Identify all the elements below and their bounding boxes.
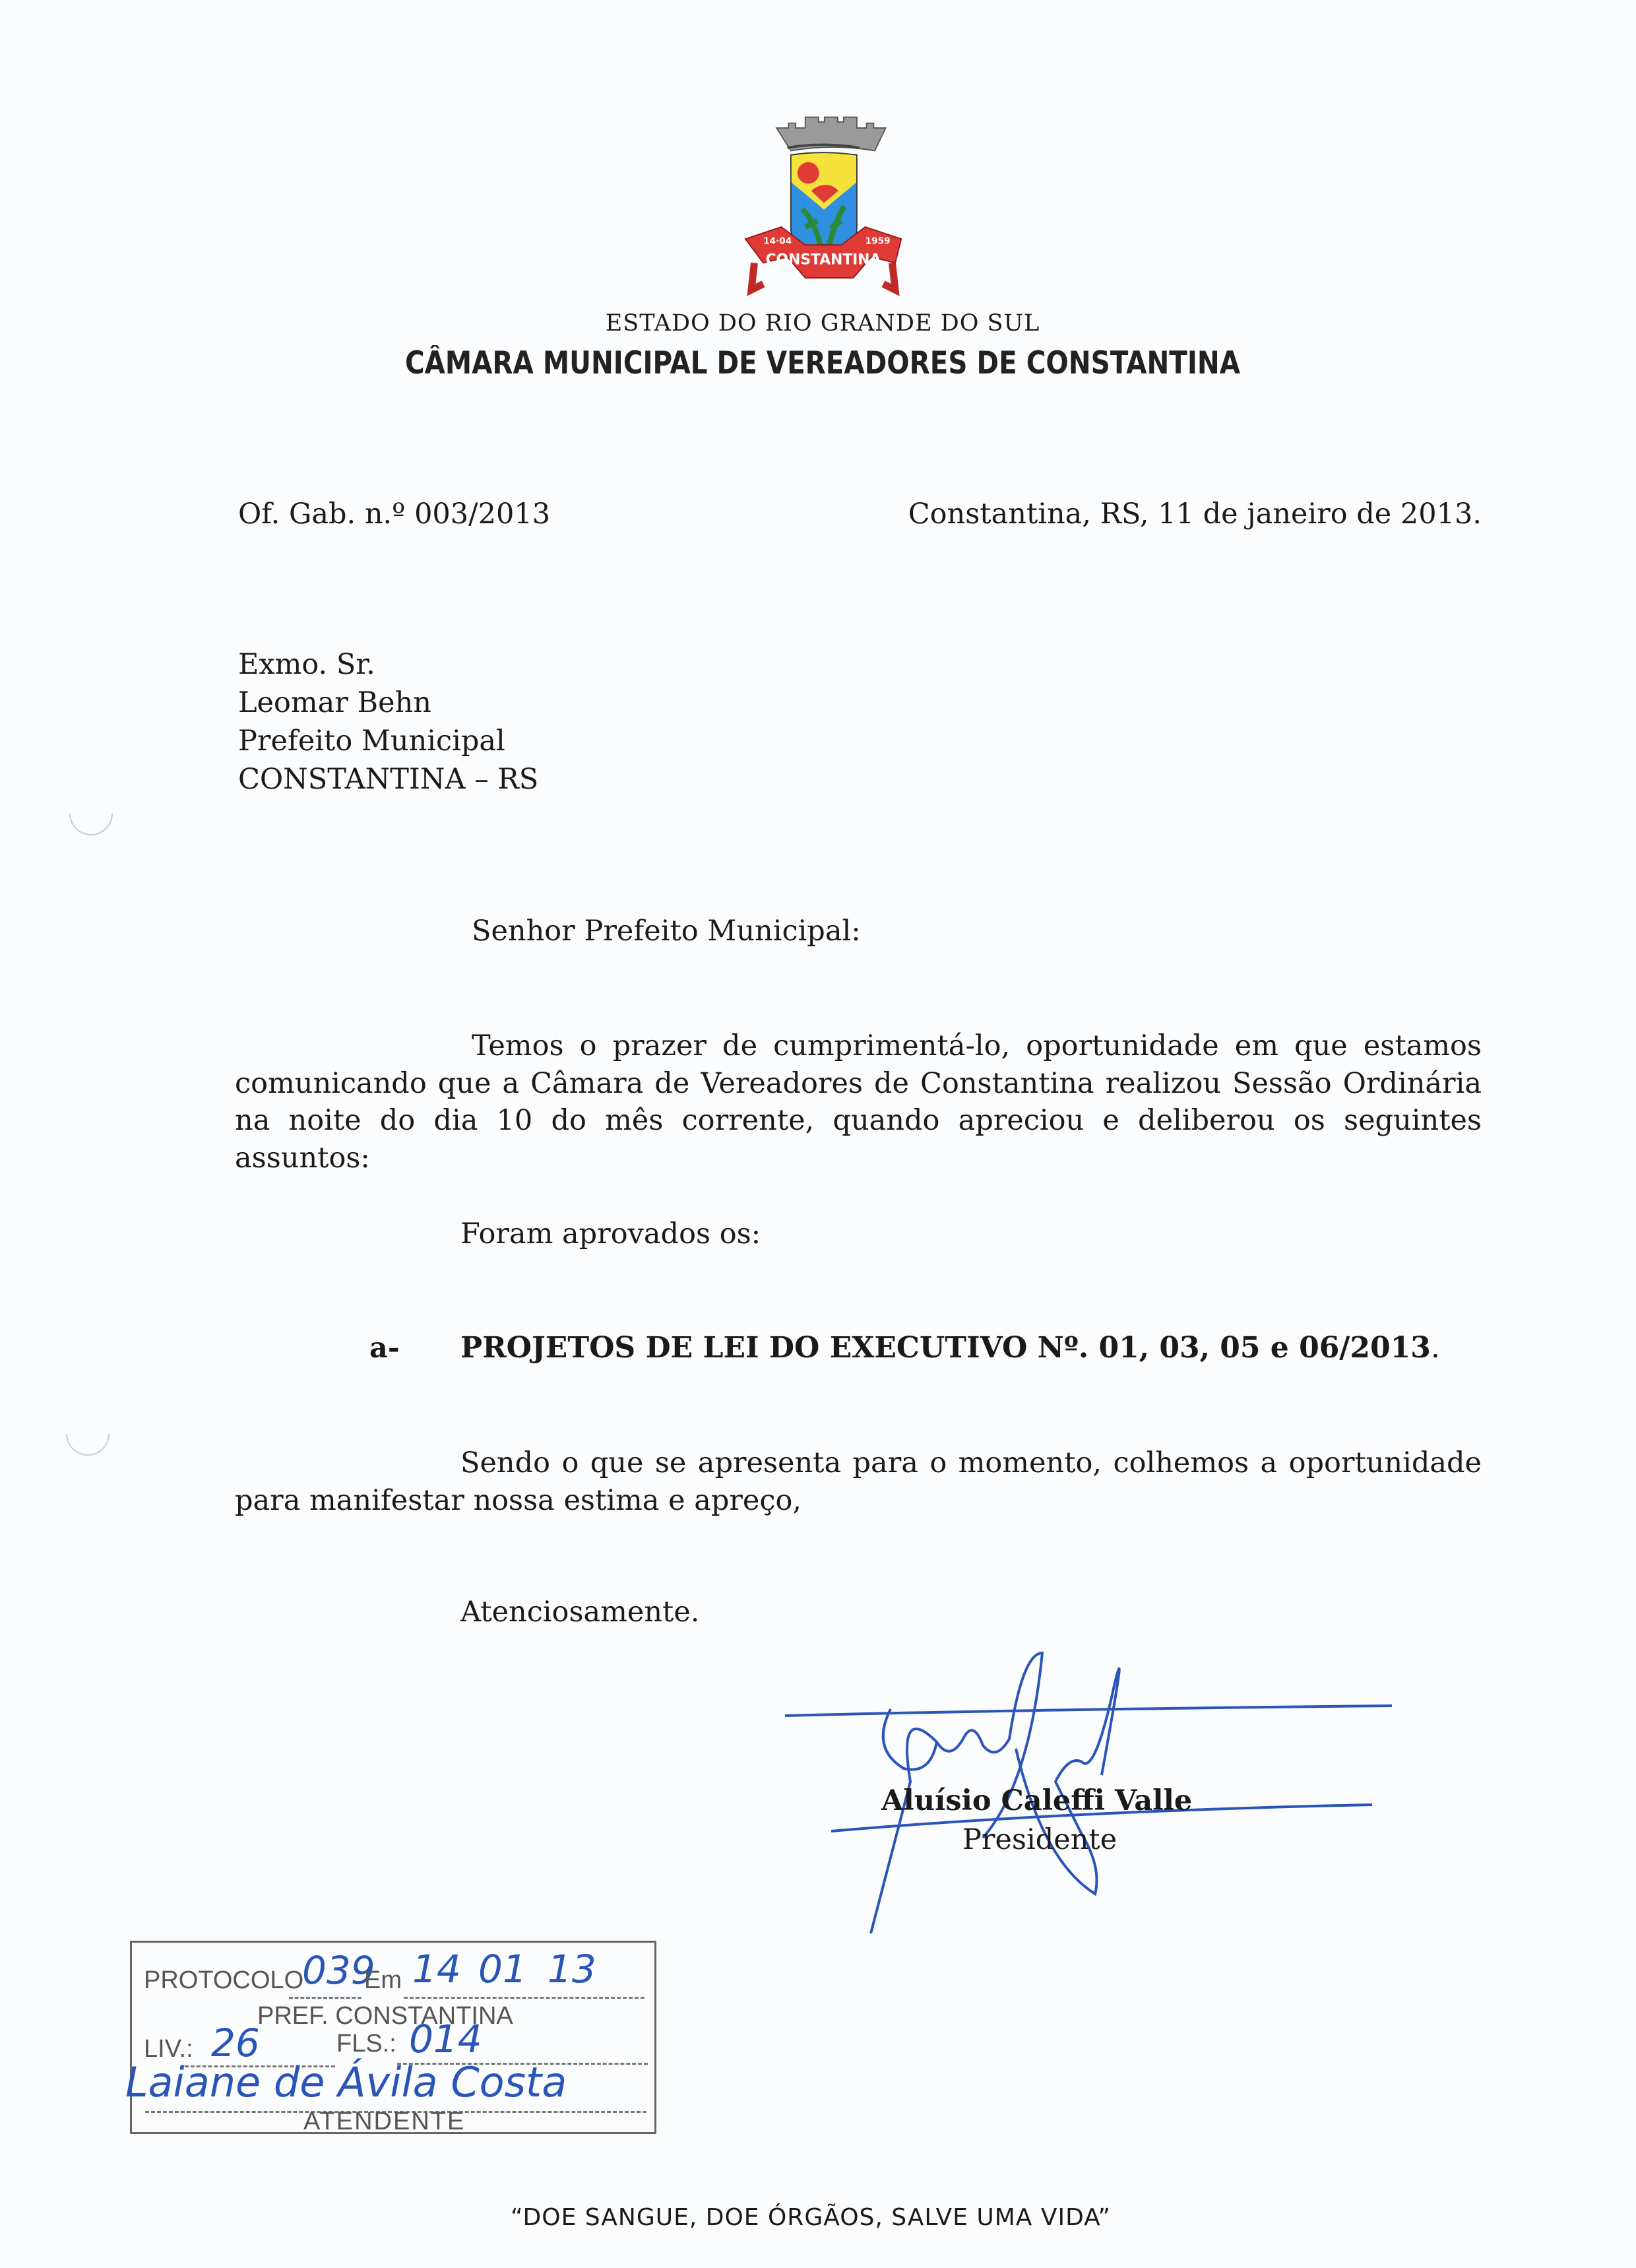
recipient-line: Prefeito Municipal xyxy=(238,725,505,758)
em-label: Em xyxy=(364,1966,402,1994)
punch-hole-mark xyxy=(57,1403,118,1464)
paragraph-text: Temos o prazer de cumprimentá-lo, oportunidade em que estamos comunicando que a Câmara de Vereadores de Constantina realizou Sessão Ordinária na noite do dia 10 do mês corrente, quando apreciou e deliberou os seguintes assuntos: xyxy=(235,1029,1482,1175)
closing: Atenciosamente. xyxy=(460,1596,700,1629)
signatory-title: Presidente xyxy=(962,1823,1117,1856)
salutation: Senhor Prefeito Municipal: xyxy=(472,915,861,948)
recipient-line: Leomar Behn xyxy=(238,686,431,719)
approved-item-text: PROJETOS DE LEI DO EXECUTIVO Nº. 01, 03, 05 e 06/2013 xyxy=(460,1331,1431,1365)
item-marker: a- xyxy=(369,1332,400,1365)
date-day: 14 xyxy=(412,1947,461,1992)
attendant-signature: Laiane de Ávila Costa xyxy=(125,2058,567,2106)
protocol-stamp xyxy=(125,1941,656,2135)
stamp-organization: PREF. CONSTANTINA xyxy=(257,2002,513,2030)
crest-name-text: CONSTANTINA xyxy=(765,251,881,269)
punch-hole-mark xyxy=(60,783,121,844)
recipient-line: CONSTANTINA – RS xyxy=(238,763,539,796)
liv-label: LIV.: xyxy=(144,2035,193,2063)
recipient-line: Exmo. Sr. xyxy=(238,648,375,681)
date-year: 13 xyxy=(548,1947,596,1992)
fls-value: 014 xyxy=(409,2017,482,2061)
institution-heading: CÂMARA MUNICIPAL DE VEREADORES DE CONSTANTINA xyxy=(404,345,1241,381)
date-month: 01 xyxy=(478,1947,527,1992)
footer-slogan: “DOE SANGUE, DOE ÓRGÃOS, SALVE UMA VIDA” xyxy=(510,2204,1111,2231)
state-heading: ESTADO DO RIO GRANDE DO SUL xyxy=(605,310,1040,337)
recipient-block xyxy=(238,645,538,798)
protocolo-label: PROTOCOLO xyxy=(144,1966,304,1994)
crest-date-left: 14·04 xyxy=(763,236,792,247)
liv-value: 26 xyxy=(211,2021,260,2065)
approved-item-period: . xyxy=(1430,1331,1440,1365)
body-paragraph-1 xyxy=(235,1027,1482,1177)
crest-date-right: 1959 xyxy=(865,236,891,247)
approved-intro: Foram aprovados os: xyxy=(460,1217,761,1250)
fls-label: FLS.: xyxy=(336,2030,396,2057)
approved-item xyxy=(460,1329,1440,1367)
signatory-name: Aluísio Caleffi Valle xyxy=(881,1784,1193,1817)
paragraph-text: Sendo o que se apresenta para o momento, colhemos a oportunidade para manifestar nossa estima e apreço, xyxy=(235,1446,1482,1517)
municipal-crest-logo xyxy=(721,101,926,299)
place-date: Constantina, RS, 11 de janeiro de 2013. xyxy=(908,498,1482,531)
crown-icon xyxy=(776,117,885,151)
atendente-label: ATENDENTE xyxy=(303,2108,466,2135)
document-reference: Of. Gab. n.º 003/2013 xyxy=(238,498,551,531)
protocolo-value: 039 xyxy=(302,1948,375,1993)
body-paragraph-2 xyxy=(235,1444,1482,1519)
